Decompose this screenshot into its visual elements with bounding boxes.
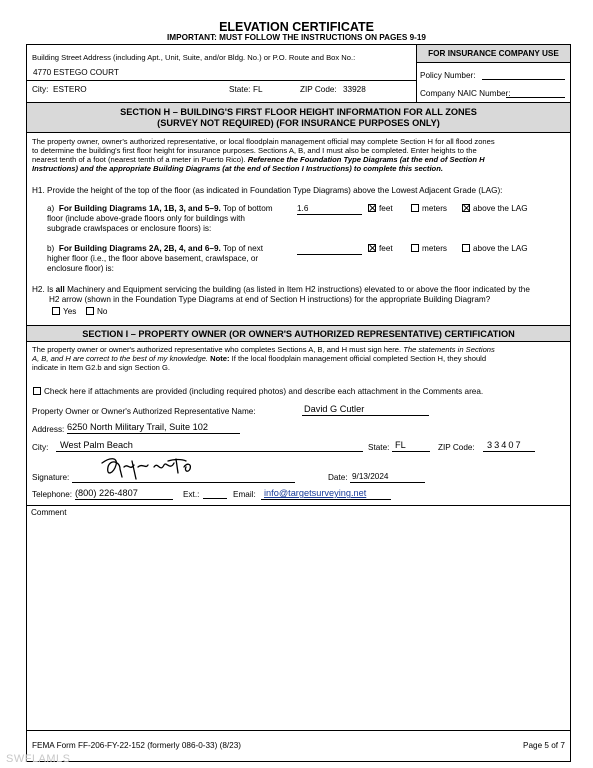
state-label: State: <box>229 85 251 94</box>
watermark: SWFLAMLS <box>6 753 71 765</box>
rep-name-label: Property Owner or Owner's Authorized Representative Name: <box>32 407 256 416</box>
checkbox-icon[interactable] <box>33 387 41 395</box>
intro-line: The property owner, owner's authorized representative, or local floodplain management official may complete Section H for all flood zones <box>32 137 495 146</box>
section-h-title-line2: (SURVEY NOT REQUIRED) (FOR INSURANCE PURPOSES ONLY) <box>157 118 440 128</box>
rep-address-field[interactable] <box>67 422 240 434</box>
date-value: 9/13/2024 <box>352 472 389 481</box>
h1b-text <box>47 244 287 274</box>
ext-label: Ext.: <box>183 490 200 499</box>
h1-question: H1. Provide the height of the top of the floor (as indicated in Foundation Type Diagrams) above the Lowest Adjacent Grade (LAG): <box>32 186 503 195</box>
rep-state-label: State: <box>368 443 390 452</box>
h1a-above-lag-option[interactable] <box>462 204 528 214</box>
h1b-above-lag-option[interactable] <box>462 244 528 254</box>
signature-field[interactable] <box>72 455 295 483</box>
form-title: ELEVATION CERTIFICATE <box>219 20 374 34</box>
telephone-label: Telephone: <box>32 490 73 499</box>
intro-emphasis: The statements in Sections <box>403 345 495 354</box>
above-lag-label: above the LAG <box>473 244 528 253</box>
h1a-prefix: a) <box>47 204 55 213</box>
address-rule <box>27 80 416 81</box>
rep-city-label: City: <box>32 443 49 452</box>
rep-state-value: FL <box>395 440 406 450</box>
rep-address-label: Address: <box>32 425 65 434</box>
email-link[interactable]: info@targetsurveying.net <box>264 488 367 498</box>
section-i-header: SECTION I – PROPERTY OWNER (OR OWNER'S AUTHORIZED REPRESENTATIVE) CERTIFICATION <box>27 325 570 342</box>
checked-box-icon[interactable] <box>368 204 376 212</box>
h1b-line: higher floor (i.e., the floor above basement, crawlspace, or <box>47 254 259 263</box>
h1a-diagrams: For Building Diagrams 1A, 1B, 3, and 5–9. <box>58 204 221 213</box>
city-label: City: <box>32 85 49 94</box>
checkbox-icon[interactable] <box>411 244 419 252</box>
h1b-meters-option[interactable] <box>411 244 447 254</box>
telephone-field[interactable] <box>75 488 173 500</box>
feet-label: feet <box>379 244 393 253</box>
above-lag-label: above the LAG <box>473 204 528 213</box>
rep-address-value: 6250 North Military Trail, Suite 102 <box>67 422 208 432</box>
attachments-label: Check here if attachments are provided (including required photos) and describe each attachment in the Comments area. <box>44 387 484 396</box>
rep-zip-label: ZIP Code: <box>438 443 475 452</box>
meters-label: meters <box>422 204 448 213</box>
building-address-label: Building Street Address (including Apt., Unit, Suite, and/or Bldg. No.) or P.O. Route and Box No.: <box>32 53 356 62</box>
h1a-line: subgrade crawlspaces or enclosure floors) is: <box>47 224 212 233</box>
h2-text: H2. Is <box>32 285 54 294</box>
checked-box-icon[interactable] <box>368 244 376 252</box>
yes-label: Yes <box>63 307 77 316</box>
comment-label: Comment <box>31 508 67 517</box>
intro-line: nearest tenth of a foot (nearest tenth of a meter in Puerto Rico). <box>32 155 246 164</box>
checkbox-icon[interactable] <box>462 244 470 252</box>
intro-line: indicate in Item G2.b and sign Section G. <box>32 363 171 372</box>
h2-question <box>32 285 567 305</box>
building-address-value[interactable]: 4770 ESTEGO COURT <box>33 68 119 77</box>
h1a-feet-option[interactable] <box>368 204 393 214</box>
rep-name-value: David G Cutler <box>304 404 365 414</box>
note-label: Note: <box>210 354 230 363</box>
rep-name-field[interactable] <box>302 404 429 416</box>
intro-line: If the local floodplain management official completed Section H, they should <box>231 354 487 363</box>
city-value[interactable]: ESTERO <box>53 85 87 94</box>
section-h-title-line1: SECTION H – BUILDING'S FIRST FLOOR HEIGHT INFORMATION FOR ALL ZONES <box>120 107 477 117</box>
h1a-height-value: 1.6 <box>297 204 309 213</box>
date-field[interactable] <box>350 472 425 483</box>
section-i-intro <box>32 345 564 372</box>
h2-yes-option[interactable] <box>52 307 76 317</box>
naic-number-label: Company NAIC Number: <box>420 89 511 98</box>
checkbox-icon[interactable] <box>52 307 60 315</box>
intro-emphasis: Instructions) and the appropriate Building Diagrams (at the end of Section I Instructions) to complete this section. <box>32 164 443 173</box>
h1a-rest: Top of bottom <box>222 204 273 213</box>
section-h-header <box>27 102 570 133</box>
h1a-height-field[interactable] <box>297 204 362 215</box>
meters-label: meters <box>422 244 448 253</box>
h2-text: H2 arrow (shown in the Foundation Type Diagrams at end of Section H instructions) for the appropriate Building Diagram? <box>49 295 491 304</box>
ext-field[interactable] <box>203 498 227 499</box>
h1b-prefix: b) <box>47 244 55 253</box>
h1a-meters-option[interactable] <box>411 204 447 214</box>
h1b-feet-option[interactable] <box>368 244 393 254</box>
checkbox-icon[interactable] <box>411 204 419 212</box>
policy-number-label: Policy Number: <box>420 71 476 80</box>
rep-city-value: West Palm Beach <box>60 440 133 450</box>
email-field[interactable] <box>261 488 391 500</box>
form-subtitle: IMPORTANT: MUST FOLLOW THE INSTRUCTIONS ON PAGES 9-19 <box>167 33 426 42</box>
rep-zip-value: 33407 <box>487 440 523 450</box>
form-id: FEMA Form FF-206-FY-22-152 (formerly 086-0-33) (8/23) <box>32 741 241 750</box>
zip-value[interactable]: 33928 <box>343 85 366 94</box>
zip-label: ZIP Code: <box>300 85 337 94</box>
telephone-value: (800) 226-4807 <box>75 488 138 498</box>
intro-emphasis: Reference the Foundation Type Diagrams (at the end of Section H <box>247 155 485 164</box>
intro-line: to determine the building's first floor height for insurance purposes. Sections A, B, and I must also be completed. Enter heights to the <box>32 146 477 155</box>
rep-city-field[interactable] <box>56 440 363 452</box>
signature-label: Signature: <box>32 473 70 482</box>
h1b-diagrams: For Building Diagrams 2A, 2B, 4, and 6–9. <box>58 244 221 253</box>
section-h-intro <box>32 137 562 173</box>
handwritten-signature-icon <box>98 453 218 483</box>
state-value[interactable]: FL <box>253 85 263 94</box>
footer-rule <box>27 730 570 731</box>
h1a-text <box>47 204 287 234</box>
email-label: Email: <box>233 490 256 499</box>
policy-number-field[interactable] <box>482 79 565 80</box>
date-label: Date: <box>328 473 348 482</box>
naic-number-field[interactable] <box>506 97 565 98</box>
feet-label: feet <box>379 204 393 213</box>
h1a-line: floor (include above-grade floors only for buildings with <box>47 214 245 223</box>
h1b-height-field[interactable] <box>297 244 362 255</box>
h1b-rest: Top of next <box>222 244 264 253</box>
checkbox-icon[interactable] <box>86 307 94 315</box>
attachments-option[interactable] <box>33 387 483 397</box>
intro-emphasis: A, B, and H are correct to the best of my knowledge. <box>32 354 209 363</box>
h2-no-option[interactable] <box>86 307 107 317</box>
rep-zip-field[interactable] <box>483 440 535 452</box>
rep-state-field[interactable] <box>392 440 430 452</box>
intro-line: The property owner or owner's authorized representative who completes Sections A, B, and H must sign here. <box>32 345 402 354</box>
h2-text: Machinery and Equipment servicing the building (as listed in Item H2 instructions) elevated to or above the floor indicated by the <box>67 285 530 294</box>
h2-emphasis: all <box>55 285 65 294</box>
checked-box-icon[interactable] <box>462 204 470 212</box>
page-number: Page 5 of 7 <box>523 741 565 750</box>
h1b-line: enclosure floor) is: <box>47 264 114 273</box>
insurance-header: FOR INSURANCE COMPANY USE <box>417 45 570 63</box>
comment-area[interactable] <box>28 520 568 728</box>
comment-rule <box>27 505 570 506</box>
no-label: No <box>97 307 108 316</box>
